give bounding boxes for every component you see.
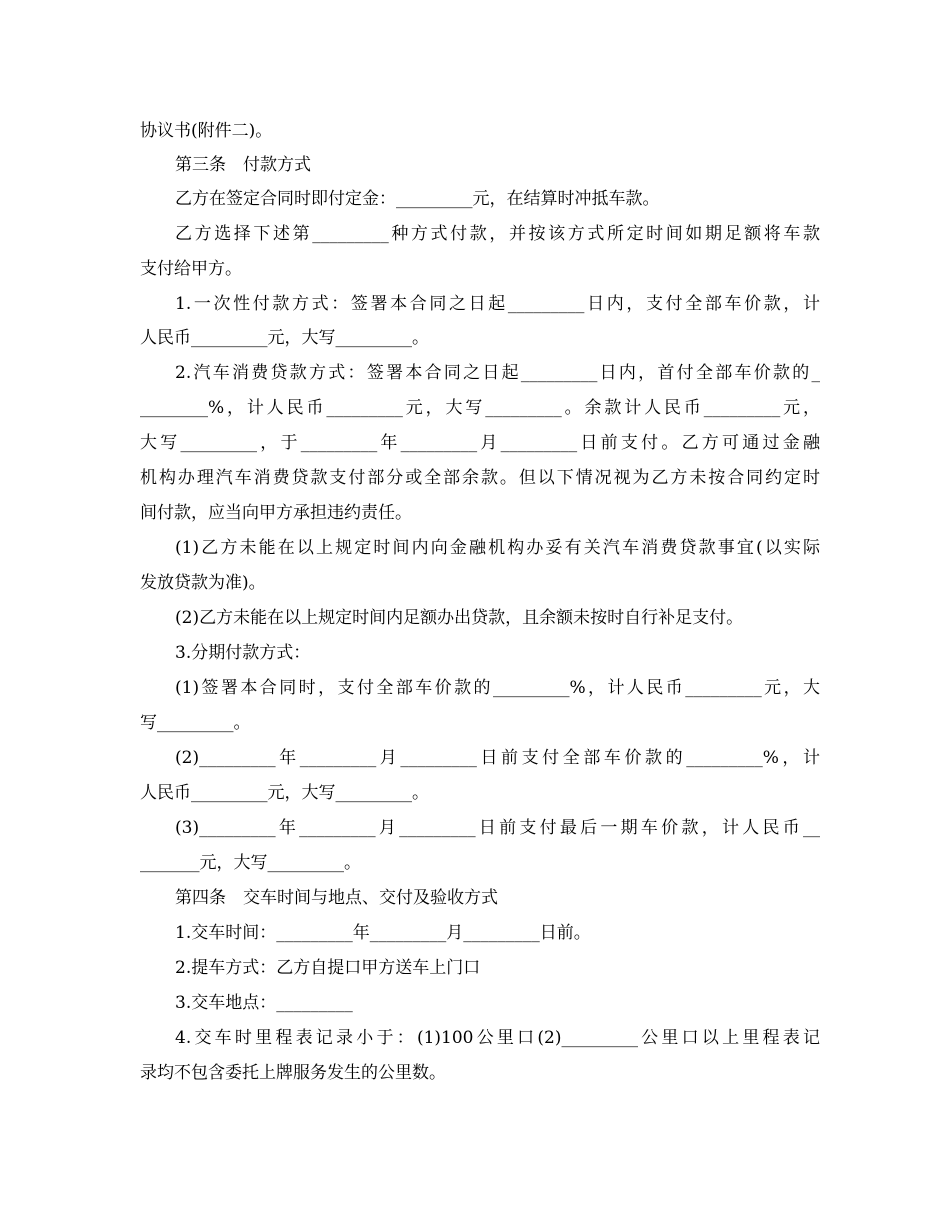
text-line: 2.汽车消费贷款方式：签署本合同之日起_________日内，首付全部车价款的_ bbox=[175, 363, 820, 383]
text-line: 人民币_________元，大写_________。 bbox=[140, 328, 429, 348]
text-line: 录均不包含委托上牌服务发生的公里数。 bbox=[140, 1063, 446, 1083]
text-line: 乙方选择下述第_________种方式付款，并按该方式所定时间如期足额将车款 bbox=[175, 224, 820, 244]
text-line: 发放贷款为准)。 bbox=[140, 573, 266, 593]
text-line: 第四条 交车时间与地点、交付及验收方式 bbox=[175, 888, 498, 908]
text-line: 间付款，应当向甲方承担违约责任。 bbox=[140, 503, 412, 523]
text-line: 机构办理汽车消费贷款支付部分或全部余款。但以下情况视为乙方未按合同约定时 bbox=[140, 468, 820, 488]
text-line: (1)乙方未能在以上规定时间内向金融机构办妥有关汽车消费贷款事宜(以实际 bbox=[175, 538, 820, 558]
text-line: _______元，大写_________。 bbox=[140, 853, 361, 873]
text-line: 人民币_________元，大写_________。 bbox=[140, 783, 429, 803]
text-line: (2)乙方未能在以上规定时间内足额办出贷款，且余额未按时自行补足支付。 bbox=[175, 608, 744, 628]
text-line: (3)_________年_________月_________日前支付最后一期车价款，计人民币__ bbox=[175, 818, 820, 838]
text-line: 支付给甲方。 bbox=[140, 259, 242, 279]
text-line: 3.交车地点：_________ bbox=[175, 993, 353, 1013]
text-line: 1.一次性付款方式：签署本合同之日起_________日内，支付全部车价款，计 bbox=[175, 294, 820, 314]
text-line: 4.交车时里程表记录小于：(1)100公里口(2)_________公里口以上里程表记 bbox=[175, 1028, 820, 1048]
text-line: 协议书(附件二)。 bbox=[140, 121, 273, 141]
text-line: (2)_________年_________月_________日前支付全部车价款的_________%，计 bbox=[175, 748, 820, 768]
text-line: 3.分期付款方式： bbox=[175, 643, 311, 663]
text-line: (1)签署本合同时，支付全部车价款的_________%，计人民币_________元，大 bbox=[175, 678, 820, 698]
text-line: 大写_________，于_________年_________月_________日前支付。乙方可通过金融 bbox=[140, 433, 820, 453]
text-line: 写_________。 bbox=[140, 713, 251, 733]
text-line: 第三条 付款方式 bbox=[175, 155, 311, 175]
text-line: 2.提车方式：乙方自提口甲方送车上门口 bbox=[175, 958, 481, 978]
text-line: 1.交车时间：_________年_________月_________日前。 bbox=[175, 923, 591, 943]
text-line: 乙方在签定合同时即付定金：_________元，在结算时冲抵车款。 bbox=[175, 189, 660, 209]
text-line: ________%，计人民币_________元，大写_________。余款计人民币_________元， bbox=[140, 398, 820, 418]
